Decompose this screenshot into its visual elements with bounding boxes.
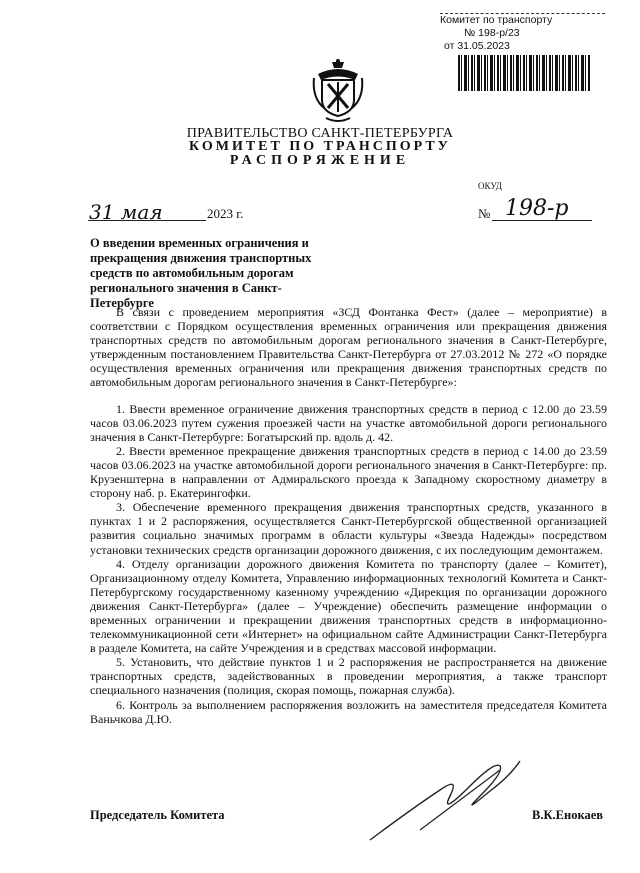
coat-of-arms-emblem xyxy=(312,58,364,124)
committee-title: КОМИТЕТ ПО ТРАНСПОРТУ xyxy=(189,139,451,154)
stamp-date: от 31.05.2023 xyxy=(444,40,510,52)
clause-4: 4. Отделу организации дорожного движения Комитета по транспорту (далее – Комитет), Организационному отделу Комитета, Управлению информационных технологий Комитета и Санкт-Петербургскому государственному казенному учреждению «Дирекция по организации дорожного движения Санкт-Петербурга» (далее – Учреждение) обеспечить размещение информации о временных ограничении и прекращении движения транспортных средств в информационно-телекоммуникационной сети «Интернет» на официальном сайте Администрации Санкт-Петербурга в разделе Комитета, на сайте Учреждения и в средствах массовой информации. xyxy=(90,556,607,656)
number-sign: № xyxy=(478,206,491,221)
preamble-paragraph: В связи с проведением мероприятия «ЗСД Фонтанка Фест» (далее – мероприятие) в соответствии с Порядком осуществления временных ограничения или прекращения движения транспортных средств по автомобильным дорогам регионального значения в Санкт-Петербурге, утвержденным постановлением Правительства Санкт-Петербурга от 27.03.2012 № 272 «О порядке осуществления временных ограничения или прекращения движения транспортных средств по автомобильным дорогам регионального значения в Санкт-Петербурге»: xyxy=(90,305,607,390)
clause-1: 1. Ввести временное ограничение движения транспортных средств в период с 12.00 до 23.59 часов 03.06.2023 путем сужения проезжей части на участке автомобильной дороги регионального значения в Санкт-Петербурге: Богатырский пр. вдоль д. 42. xyxy=(90,401,607,444)
clause-3: 3. Обеспечение временного прекращения движения транспортных средств, указанного в пунктах 1 и 2 распоряжения, осуществляется Санкт-Петербургской общественной организацией развития социально значимых программ в области культуры «Звезда Надежды» посредством установки технических средств организации дорожного движения, с их последующим демонтажем. xyxy=(90,500,607,557)
handwritten-signature xyxy=(360,760,530,850)
date-handwritten: 31 мая xyxy=(89,200,163,224)
date-year: 2023 г. xyxy=(207,206,244,221)
document-subject: О введении временных ограничения и прекращения движения транспортных средств по автомобильным дорогам регионального значения в Санкт-Петербурге xyxy=(90,236,312,310)
clause-6: 6. Контроль за выполнением распоряжения возложить на заместителя председателя Комитета Ваньчкова Д.Ю. xyxy=(90,697,607,726)
okud-label: ОКУД xyxy=(478,181,502,191)
document-type: РАСПОРЯЖЕНИЕ xyxy=(229,153,411,168)
signatory-name: В.К.Енокаев xyxy=(532,808,604,822)
date-underline xyxy=(88,220,206,221)
barcode xyxy=(458,55,590,91)
stamp-committee: Комитет по транспорту xyxy=(440,14,553,26)
stamp-number: № 198-р/23 xyxy=(464,27,520,39)
signatory-title: Председатель Комитета xyxy=(90,808,225,822)
registration-stamp xyxy=(440,14,590,53)
number-handwritten: 198-р xyxy=(505,196,569,221)
government-title: ПРАВИТЕЛЬСТВО САНКТ-ПЕТЕРБУРГА xyxy=(186,126,454,141)
number-underline xyxy=(492,220,592,221)
clause-2: 2. Ввести временное прекращение движения транспортных средств в период с 14.00 до 23.59 часов 03.06.2023 на участке автомобильной дороги регионального значения в Санкт-Петербурге: пр. Крузенштерна в направлении от Адмиральского проезда к Западному скоростному диаметру в сторону наб. р. Екатерингофки. xyxy=(90,443,607,501)
document-body xyxy=(90,305,607,726)
clause-5: 5. Установить, что действие пунктов 1 и 2 распоряжения не распространяется на движение транспортных средств, задействованных в проведении мероприятия, а также транспорт специального назначения (полиция, скорая помощь, пожарная служба). xyxy=(90,655,607,698)
